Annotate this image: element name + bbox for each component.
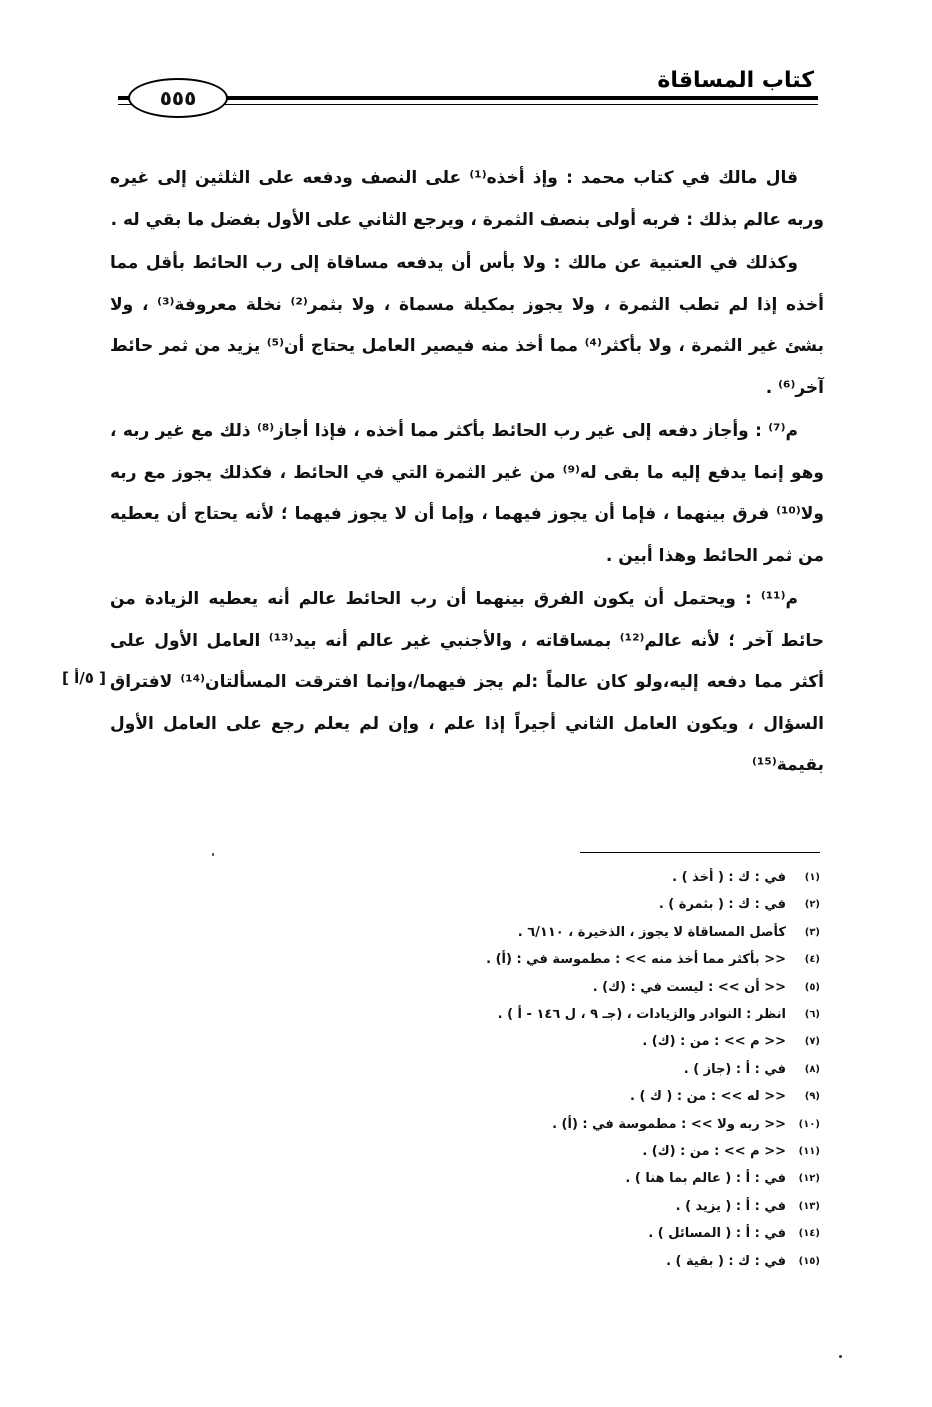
scan-speck [212, 853, 214, 856]
footnote-number: (١٥) [798, 1255, 820, 1267]
footnote-text: في : ك : ( بقية ) . [666, 1253, 786, 1269]
footnote-number: (٢) [804, 899, 820, 911]
footnote-number: (١٢) [798, 1173, 820, 1185]
footnote-text: << ربه ولا >> : مطموسة في : (أ) . [552, 1116, 786, 1132]
footnote-text: في : أ : (جاز ) . [683, 1061, 786, 1077]
footnote [400, 974, 820, 1001]
footnote-text: انظر : النوادر والزيادات ، (جـ ٩ ، ل ١٤٦ - أ ) . [497, 1007, 786, 1023]
footnote [400, 1056, 820, 1083]
footnote-number: (٧) [804, 1036, 820, 1048]
page-number [128, 78, 228, 118]
footnote [400, 1028, 820, 1055]
footnote-number: (٦) [804, 1009, 820, 1021]
page-number-text: ٥٥٥ [159, 86, 197, 110]
folio-margin-note: [ ٥/أ ] [62, 669, 106, 687]
footnote [400, 946, 820, 973]
paragraph: قال مالك في كتاب محمد : وإذ أخذه⁽¹⁾ على النصف ودفعه على الثلثين إلى غيره وربه عالم بذلك : فربه أولى بنصف الثمرة ، ويرجع الثاني على الأول بفضل ما بقي له . [110, 168, 824, 230]
footnotes [400, 864, 820, 1275]
footnote-text: << م >> : من : (ك) . [642, 1034, 786, 1050]
paragraph: م⁽⁷⁾ : وأجاز دفعه إلى غير رب الحائط بأكثر مما أخذه ، فإذا أجاز⁽⁸⁾ ذلك مع غير ربه ، وهو إنما يدفع إليه ما بقى له⁽⁹⁾ من غير الثمرة التي في الحائط ، فكذلك يجوز مع ربه ولا⁽¹⁰⁾ فرق بينهما ، فإما أن يجوز فيهما ، وإما أن لا يجوز فيهما ؛ لأنه يحتاج أن يعطيه من ثمر الحائط وهذا أبين . [110, 421, 824, 566]
footnote-number: (٣) [804, 926, 820, 938]
footnote-number: (٩) [804, 1091, 820, 1103]
footnote-text: << بأكثر مما أخذ منه >> : مطموسة في : (أ) . [486, 952, 786, 968]
footnote [400, 919, 820, 946]
footnote-number: (٤) [804, 954, 820, 966]
footnote-text: في : أ : ( يزيد ) . [675, 1198, 786, 1214]
footnote-number: (١) [804, 872, 820, 883]
footnote [400, 1165, 820, 1192]
footnote [400, 891, 820, 918]
footnote-number: (١١) [798, 1146, 820, 1158]
running-title: كتاب المساقاة [657, 68, 814, 93]
footnote-text: في : أ : ( المسائل ) . [648, 1226, 786, 1242]
footnote-text: في : أ : ( عالم بما هنا ) . [625, 1171, 786, 1187]
footnote-number: (١٠) [798, 1118, 820, 1130]
footnote-text: << م >> : من : (ك) . [642, 1144, 786, 1160]
footnote-text: << أن >> : ليست في : (ك) . [592, 979, 786, 995]
footnote [400, 864, 820, 891]
footnote [400, 1001, 820, 1028]
footnote-number: (٥) [804, 981, 820, 993]
paragraph: وكذلك في العتبية عن مالك : ولا بأس أن يدفعه مساقاة إلى رب الحائط بأقل مما أخذه إذا لم تطب الثمرة ، ولا يجوز بمكيلة مسماة ، ولا بثمر⁽²⁾ نخلة معروفة⁽³⁾ ، ولا بشئ غير الثمرة ، ولا بأكثر⁽⁴⁾ مما أخذ منه فيصير العامل يحتاج أن⁽⁵⁾ يزيد من ثمر حائط آخر⁽⁶⁾ . [110, 253, 824, 398]
footnote [400, 1111, 820, 1138]
footnote-text: في : ك : ( بثمرة ) . [658, 897, 786, 913]
footnote [400, 1193, 820, 1220]
footnote [400, 1220, 820, 1247]
body-text [110, 158, 824, 787]
footnote-separator [580, 852, 820, 853]
footnote [400, 1248, 820, 1275]
footnote-number: (٨) [804, 1063, 820, 1075]
paragraph: م⁽¹¹⁾ : ويحتمل أن يكون الفرق بينهما أن رب الحائط عالم أنه يعطيه الزيادة من حائط آخر ؛ لأنه عالم⁽¹²⁾ بمساقاته ، والأجنبي غير عالم أنه بيد⁽¹³⁾ العامل الأول على أكثر مما دفعه إليه،ولو كان عالماً :لم يجز فيهما/،وإنما افترقت المسألتان⁽¹⁴⁾ لافتراق السؤال ، ويكون العامل الثاني أجيراً إذا علم ، وإن لم يعلم رجع على العامل الأول بقيمة⁽¹⁵⁾ [110, 589, 825, 775]
scan-speck [839, 1355, 842, 1358]
footnote-number: (١٤) [798, 1228, 820, 1240]
footnote-text: كأصل المساقاة لا يجوز ، الذخيرة ، ٦/١١٠ . [517, 924, 786, 940]
footnote-text: في : ك : ( أخذ ) . [672, 870, 786, 885]
footnote [400, 1083, 820, 1110]
footnote [400, 1138, 820, 1165]
footnote-number: (١٣) [798, 1200, 820, 1212]
footnote-text: << له >> : من : ( ك ) . [630, 1089, 786, 1105]
